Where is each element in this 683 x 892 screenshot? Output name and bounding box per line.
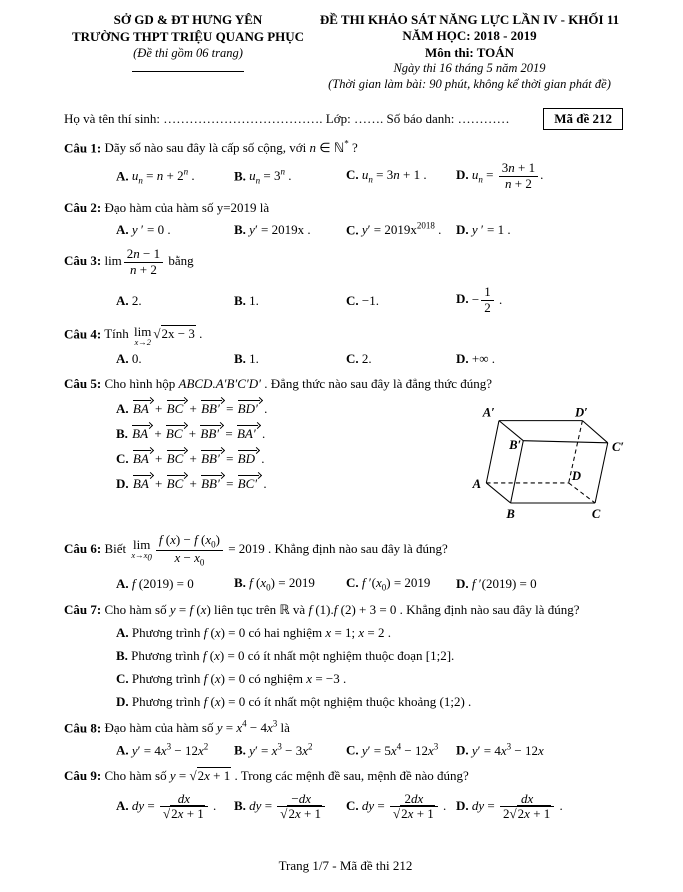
question-4: [64, 325, 627, 368]
question-8-label: Câu 8:: [64, 720, 102, 736]
question-7-label: Câu 7:: [64, 602, 102, 617]
page-footer: Trang 1/7 - Mã đề thi 212: [278, 858, 413, 873]
question-6-option-d: D. f ′(2019) = 0: [456, 576, 537, 592]
question-9-option-c: C. dy = $\frac{2dx}{√2x + 1}$ .: [346, 790, 447, 822]
student-info-blanks: Họ và tên thí sinh: ………………………………. Lớp: ……. Số báo danh: …………: [64, 110, 510, 126]
question-3-option-c: C. −1.: [346, 292, 379, 308]
vertex-label-a-prime: A′: [482, 405, 495, 420]
question-7-body: Cho hàm số y = f (x) liên tục trên ℝ và f (1).f (2) + 3 = 0 . Khẳng định nào sau đây là đúng?: [104, 602, 580, 617]
question-6: [64, 533, 627, 593]
vertex-label-d: D: [571, 468, 581, 483]
header-divider: [132, 71, 244, 72]
vertex-label-b: B: [506, 506, 515, 521]
question-5-option-b: B. BA + BC + BB′ = BA′ .: [116, 426, 266, 442]
exam-title: ĐỀ THI KHẢO SÁT NĂNG LỰC LẦN IV - KHỐI 11: [319, 12, 620, 27]
header-left-block: [64, 12, 312, 93]
page-count-note: (Đề thi gồm 06 trang): [133, 46, 243, 61]
question-8-option-b: B. $y' = x^3 - 3x^2$: [234, 741, 313, 758]
question-3-option-d: D. − $\frac{1}{2}$ .: [456, 284, 503, 316]
question-4-option-d: D. +∞ .: [456, 351, 495, 367]
question-1-option-a: A. $u_n = n + 2^n$ .: [116, 166, 195, 186]
question-5-body: Cho hình hộp ABCD.A′B′C′D′ . Đẳng thức nào sau đây là đẳng thức đúng?: [104, 376, 493, 392]
question-7: [64, 602, 627, 710]
vertex-label-d-prime: D′: [574, 405, 588, 420]
parallelepiped-figure: [443, 390, 631, 522]
question-6-option-c: C. f $'(x_0) = 2019$: [346, 575, 431, 593]
exam-code-badge: Mã đề 212: [543, 108, 623, 130]
question-2-option-a: A. y ′ = 0 .: [116, 221, 171, 237]
question-9-option-b: B. dy = $\frac{-dx}{√2x + 1}$: [234, 792, 346, 822]
question-2-option-c: C. $y' = 2019x^{2018}$ .: [346, 221, 442, 238]
question-8-option-a: A. $y' = 4x^3 - 12x^2$: [116, 741, 209, 758]
question-1-option-b: B. $u_n = 3^n$ .: [234, 166, 292, 186]
vertex-label-c: C: [591, 506, 601, 521]
question-5-option-c: C. BA + BC + BB′ = BD .: [116, 451, 265, 467]
school-year: NĂM HỌC: 2018 - 2019: [402, 28, 537, 44]
question-7-option-a: A. Phương trình f (x) = 0 có hai nghiệm x = 1; x = 2 .: [116, 625, 392, 640]
question-2-option-b: B. y′ = 2019x .: [234, 221, 311, 237]
question-9-label: Câu 9:: [64, 767, 102, 783]
question-5: [64, 376, 627, 524]
question-1-label: Câu 1:: [64, 139, 102, 155]
header-right-block: [312, 12, 627, 93]
question-3-label: Câu 3:: [64, 253, 102, 269]
vertex-label-c-prime: C′: [611, 440, 624, 455]
question-8-option-c: C. $y' = 5x^4 - 12x^3$: [346, 741, 439, 758]
question-7-option-b: B. Phương trình f (x) = 0 có ít nhất một nghiệm thuộc đoạn [1;2].: [116, 648, 455, 663]
question-9: [64, 768, 627, 822]
question-1-body: Dãy số nào sau đây là cấp số cộng, với n ∈ ℕ* ?: [104, 138, 358, 155]
question-3-option-b: B. 1.: [234, 292, 259, 308]
exam-date: Ngày thi 16 tháng 5 năm 2019: [393, 61, 546, 76]
question-3-option-a: A. 2.: [116, 292, 142, 308]
student-info-row: [64, 108, 627, 130]
school-name: TRƯỜNG THPT TRIỆU QUANG PHỤC: [71, 28, 305, 44]
question-9-option-a: A. dy = $\frac{dx}{√2x + 1}$ .: [116, 790, 217, 822]
question-4-option-c: C. 2.: [346, 351, 372, 367]
question-9-option-d: D. dy = $\frac{dx}{2√2x + 1}$ .: [456, 790, 563, 822]
question-3: [64, 247, 627, 315]
question-7-option-c: C. Phương trình f (x) = 0 có nghiệm x = −3 .: [116, 671, 347, 686]
question-8-body: Đạo hàm của hàm số $y = x^4 - 4x^3$ là: [104, 719, 290, 736]
question-3-body: lim $\frac{2n - 1}{n + 2}$ bằng: [104, 246, 194, 277]
question-8: [64, 719, 627, 759]
question-4-option-b: B. 1.: [234, 351, 259, 367]
question-4-label: Câu 4:: [64, 326, 102, 342]
question-4-body: Tính lim x→2 √2x − 3 .: [104, 323, 203, 347]
duration-note: (Thời gian làm bài: 90 phút, không kể thời gian phát đề): [328, 76, 611, 91]
question-5-option-d: D. BA + BC + BB′ = BC′ .: [116, 476, 267, 492]
question-9-body: Cho hàm số y = √2x + 1 . Trong các mệnh đề sau, mệnh đề nào đúng?: [104, 767, 469, 783]
question-1: [64, 139, 627, 191]
question-5-label: Câu 5:: [64, 376, 102, 392]
question-6-option-b: B. f $(x_0) = 2019$: [234, 575, 315, 593]
question-5-option-a: A. BA + BC + BB′ = BD′ .: [116, 401, 268, 417]
question-2-option-d: D. y ′ = 1 .: [456, 221, 511, 237]
department-name: SỞ GD & ĐT HƯNG YÊN: [113, 12, 263, 27]
question-2-label: Câu 2:: [64, 200, 102, 216]
question-1-option-d: D. $u_n$ = $\frac{3n + 1}{n + 2}$ .: [456, 159, 544, 191]
question-7-option-d: D. Phương trình f (x) = 0 có ít nhất một nghiệm thuộc khoảng (1;2) .: [116, 694, 472, 709]
vertex-label-b-prime: B′: [509, 438, 522, 453]
exam-header: [64, 12, 627, 93]
question-6-body: Biết lim $x\to x_0$ $\frac{f (x) - f (x_0)}{x - x_0}$ = 2019 . Khẳng định nào sau đây là đúng?: [104, 532, 448, 568]
question-8-option-d: D. $y' = 4x^3 - 12x$: [456, 741, 544, 758]
question-6-option-a: A. f (2019) = 0: [116, 576, 194, 592]
question-1-option-c: C. $u_n = 3n + 1$ .: [346, 167, 427, 185]
question-2-body: Đạo hàm của hàm số y=2019 là: [104, 200, 270, 216]
question-4-option-a: A. 0.: [116, 351, 142, 367]
vertex-label-a: A: [472, 477, 482, 492]
question-2: [64, 200, 627, 238]
question-6-label: Câu 6:: [64, 541, 102, 557]
subject: Môn thi: TOÁN: [424, 44, 515, 60]
